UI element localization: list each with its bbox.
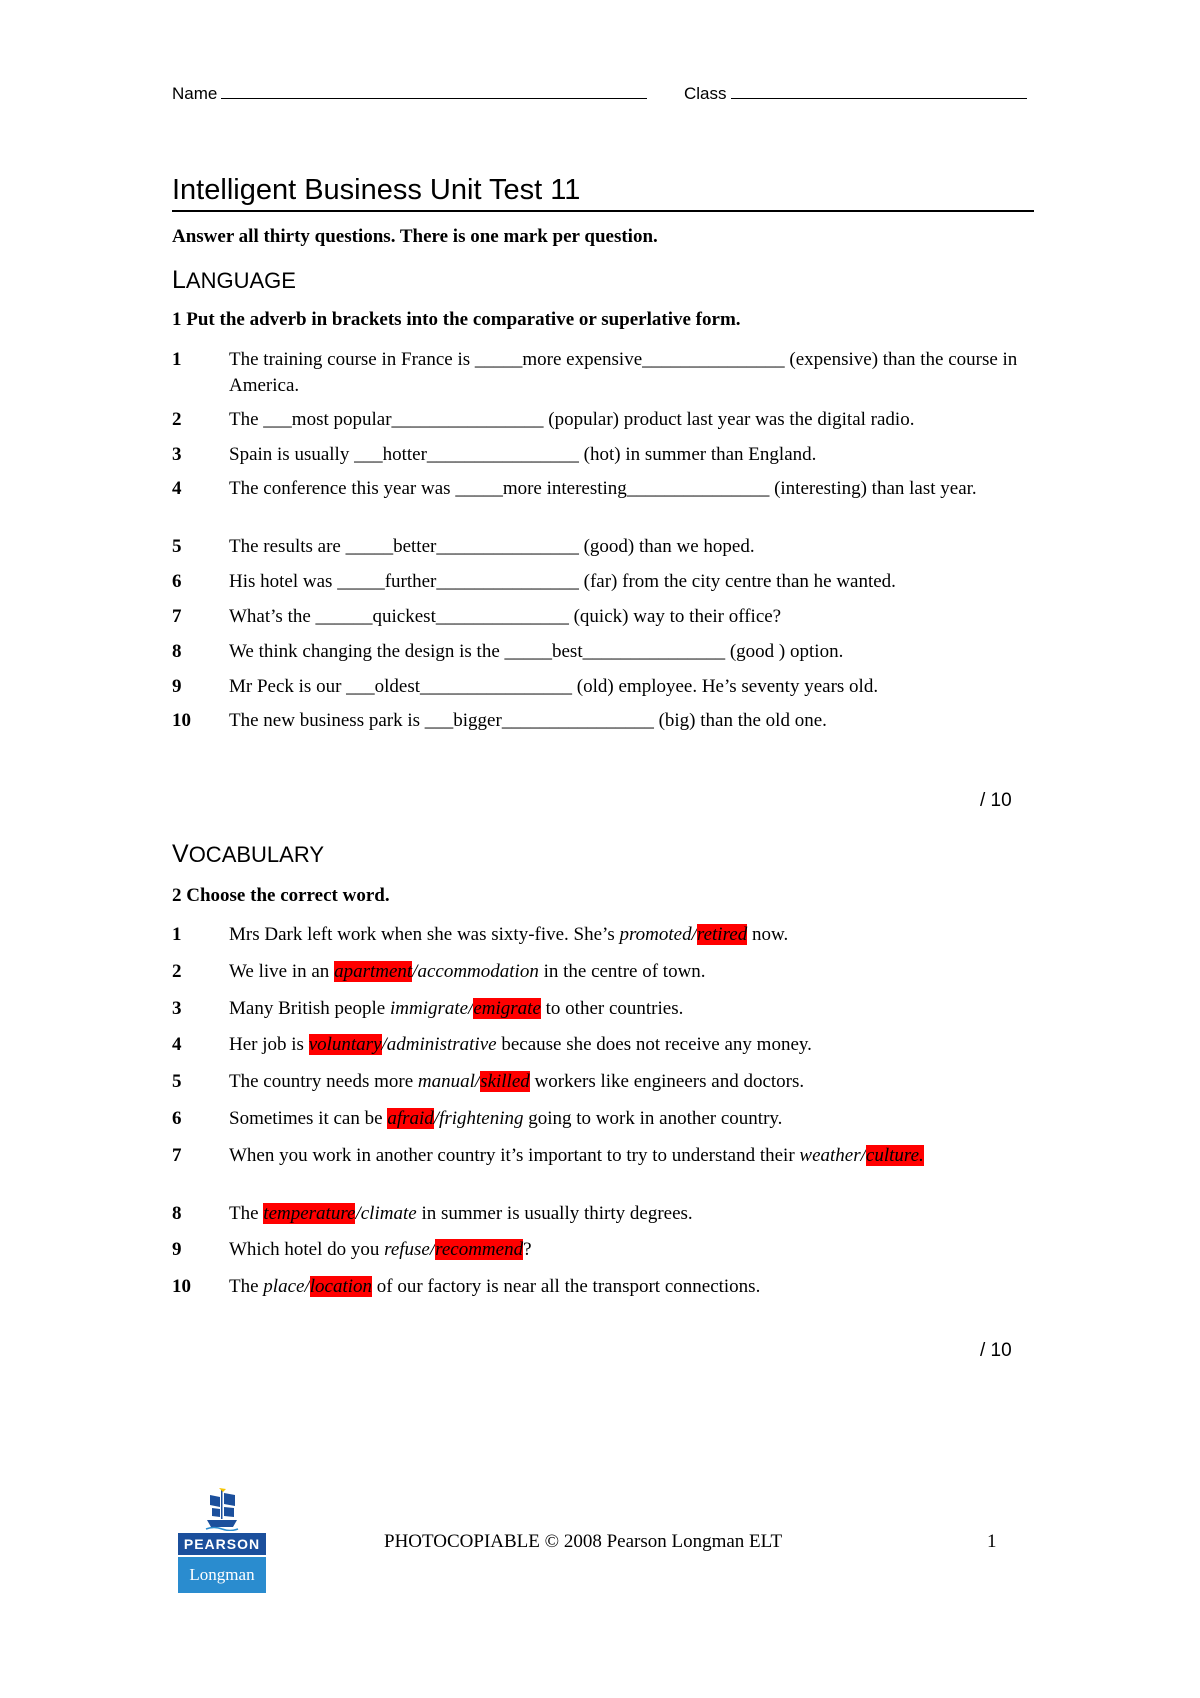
vocabulary-instruction: 2 Choose the correct word. bbox=[172, 885, 390, 906]
question-text-after: because she does not receive any money. bbox=[496, 1034, 812, 1055]
question-number: 2 bbox=[172, 409, 182, 430]
question-text-before: Mrs Dark left work when she was sixty-five. She’s bbox=[229, 924, 620, 945]
question-number: 7 bbox=[172, 1145, 182, 1166]
question-text-after: (old) employee. He’s seventy years old. bbox=[572, 676, 879, 697]
option-separator: / bbox=[860, 1145, 866, 1166]
question-text-before: Sometimes it can be bbox=[229, 1108, 388, 1129]
answer-blank: ________________ bbox=[420, 676, 573, 697]
question-number: 8 bbox=[172, 1203, 182, 1224]
word-option-1: weather bbox=[799, 1145, 861, 1166]
word-option-2: administrative bbox=[386, 1034, 497, 1055]
vocabulary-question bbox=[172, 1237, 949, 1263]
question-text-after: (expensive) than the course in America. bbox=[229, 349, 1018, 396]
language-question bbox=[172, 442, 1051, 468]
language-heading-rest: ANGUAGE bbox=[185, 268, 296, 293]
word-option-2: emigrate bbox=[473, 998, 541, 1019]
answer-text: better bbox=[393, 536, 437, 557]
vocabulary-heading bbox=[172, 840, 324, 869]
question-text-after: going to work in another country. bbox=[523, 1108, 783, 1129]
word-option-1: place bbox=[263, 1276, 305, 1297]
option-separator: / bbox=[429, 1239, 436, 1260]
copyright-footer: PHOTOCOPIABLE © 2008 Pearson Longman ELT bbox=[384, 1531, 783, 1552]
answer-blank: ___ bbox=[346, 676, 375, 697]
name-line bbox=[221, 84, 647, 99]
question-number: 8 bbox=[172, 641, 182, 662]
answer-text: further bbox=[384, 571, 437, 592]
answer-blank: ________________ bbox=[426, 444, 579, 465]
answer-blank: _______________ bbox=[436, 571, 579, 592]
question-text-before: Mr Peck is our bbox=[229, 676, 347, 697]
question-text-before: The bbox=[229, 1276, 264, 1297]
answer-text: hotter bbox=[382, 444, 427, 465]
word-option-2: accommodation bbox=[417, 961, 539, 982]
question-text-after: (good ) option. bbox=[725, 641, 844, 662]
question-text-after: (interesting) than last year. bbox=[769, 478, 977, 499]
vocabulary-question bbox=[172, 1069, 949, 1095]
question-text-after: (quick) way to their office? bbox=[568, 606, 782, 627]
answer-blank: _____ bbox=[474, 349, 523, 370]
question-text-after: to other countries. bbox=[540, 998, 684, 1019]
option-separator: / bbox=[691, 924, 697, 945]
answer-text: most popular bbox=[291, 409, 392, 430]
word-option-1: promoted bbox=[619, 924, 692, 945]
question-number: 10 bbox=[172, 1276, 191, 1297]
vocabulary-question bbox=[172, 996, 949, 1022]
question-text-before: We think changing the design is the bbox=[229, 641, 505, 662]
answer-text: bigger bbox=[453, 710, 502, 731]
word-option-1: temperature bbox=[263, 1203, 356, 1224]
question-number: 9 bbox=[172, 676, 182, 697]
question-number: 10 bbox=[172, 710, 191, 731]
question-number: 3 bbox=[172, 444, 182, 465]
question-number: 7 bbox=[172, 606, 182, 627]
question-text-after: (good) than we hoped. bbox=[578, 536, 755, 557]
answer-blank: _______________ bbox=[436, 536, 579, 557]
language-question bbox=[172, 534, 1051, 560]
word-option-1: afraid bbox=[387, 1108, 434, 1129]
option-separator: / bbox=[468, 998, 474, 1019]
language-heading-initial: L bbox=[172, 266, 186, 294]
question-text-before: The new business park is bbox=[229, 710, 425, 731]
ship-icon bbox=[204, 1487, 240, 1531]
vocabulary-question bbox=[172, 1274, 949, 1300]
answer-blank: ______________ bbox=[435, 606, 569, 627]
language-question bbox=[172, 347, 1051, 399]
question-text-before: Which hotel do you bbox=[229, 1239, 385, 1260]
question-number: 5 bbox=[172, 536, 182, 557]
language-question bbox=[172, 476, 994, 502]
question-number: 1 bbox=[172, 349, 182, 370]
question-number: 2 bbox=[172, 961, 182, 982]
question-text-after: (popular) product last year was the digital radio. bbox=[543, 409, 915, 430]
subtitle: Answer all thirty questions. There is one mark per question. bbox=[172, 226, 658, 247]
language-question bbox=[172, 708, 1051, 734]
question-number: 6 bbox=[172, 1108, 182, 1129]
word-option-2: recommend bbox=[435, 1239, 524, 1260]
question-number: 9 bbox=[172, 1239, 182, 1260]
question-text-before: The country needs more bbox=[229, 1071, 418, 1092]
vocabulary-score: / 10 bbox=[980, 1340, 1012, 1361]
option-separator: / bbox=[304, 1276, 310, 1297]
pearson-longman-logo bbox=[178, 1487, 266, 1593]
page-title: Intelligent Business Unit Test 11 bbox=[172, 172, 1034, 212]
question-text-after: in summer is usually thirty degrees. bbox=[416, 1203, 693, 1224]
question-text-before: The bbox=[229, 1203, 264, 1224]
answer-text: more expensive bbox=[522, 349, 643, 370]
question-text-after: ? bbox=[523, 1239, 532, 1260]
language-question bbox=[172, 569, 1051, 595]
question-number: 5 bbox=[172, 1071, 182, 1092]
vocabulary-question bbox=[172, 1032, 949, 1058]
question-text-before: We live in an bbox=[229, 961, 335, 982]
question-text-after: (big) than the old one. bbox=[653, 710, 827, 731]
word-option-2: location bbox=[309, 1276, 373, 1297]
question-text-before: The results are bbox=[229, 536, 346, 557]
answer-blank: ______ bbox=[315, 606, 373, 627]
option-separator: / bbox=[381, 1034, 387, 1055]
answer-blank: ________________ bbox=[391, 409, 544, 430]
question-text-after: now. bbox=[747, 924, 789, 945]
language-question bbox=[172, 639, 1051, 665]
name-label: Name bbox=[172, 84, 218, 103]
vocabulary-question bbox=[172, 1106, 949, 1132]
question-text-after: (hot) in summer than England. bbox=[578, 444, 817, 465]
language-instruction: 1 Put the adverb in brackets into the comparative or superlative form. bbox=[172, 309, 741, 330]
question-number: 1 bbox=[172, 924, 182, 945]
answer-blank: _______________ bbox=[582, 641, 726, 662]
logo-longman-text: Longman bbox=[178, 1557, 266, 1593]
question-number: 6 bbox=[172, 571, 182, 592]
question-number: 4 bbox=[172, 1034, 182, 1055]
answer-blank: _____ bbox=[345, 536, 394, 557]
vocabulary-heading-rest: OCABULARY bbox=[188, 842, 324, 867]
word-option-1: voluntary bbox=[308, 1034, 382, 1055]
answer-text: quickest bbox=[372, 606, 436, 627]
vocabulary-question bbox=[172, 922, 949, 948]
word-option-2: frightening bbox=[439, 1108, 524, 1129]
logo-pearson-text: PEARSON bbox=[178, 1533, 266, 1555]
option-separator: / bbox=[474, 1071, 481, 1092]
word-option-1: immigrate bbox=[389, 998, 469, 1019]
language-heading bbox=[172, 266, 296, 295]
vocabulary-question bbox=[172, 1143, 949, 1169]
word-option-2: culture. bbox=[865, 1145, 924, 1166]
answer-blank: _______________ bbox=[642, 349, 785, 370]
class-field bbox=[684, 84, 1027, 104]
answer-text: best bbox=[552, 641, 583, 662]
question-number: 3 bbox=[172, 998, 182, 1019]
language-question bbox=[172, 407, 1051, 433]
word-option-1: refuse bbox=[384, 1239, 430, 1260]
word-option-1: apartment bbox=[334, 961, 413, 982]
option-separator: / bbox=[433, 1108, 440, 1129]
question-text-after: workers like engineers and doctors. bbox=[529, 1071, 805, 1092]
answer-blank: _____ bbox=[337, 571, 385, 592]
answer-blank: _______________ bbox=[626, 478, 770, 499]
answer-blank: _____ bbox=[455, 478, 503, 499]
class-label: Class bbox=[684, 84, 727, 103]
question-text-before: Her job is bbox=[229, 1034, 309, 1055]
word-option-2: retired bbox=[696, 924, 748, 945]
answer-blank: ________________ bbox=[501, 710, 654, 731]
question-text-after: of our factory is near all the transport connections. bbox=[372, 1276, 761, 1297]
question-text-before: Many British people bbox=[229, 998, 390, 1019]
option-separator: / bbox=[355, 1203, 361, 1224]
answer-blank: _____ bbox=[504, 641, 552, 662]
vocabulary-question bbox=[172, 959, 949, 985]
question-text-before: His hotel was bbox=[229, 571, 338, 592]
question-text-after: in the centre of town. bbox=[538, 961, 706, 982]
vocabulary-heading-initial: V bbox=[172, 840, 189, 868]
question-number: 4 bbox=[172, 478, 182, 499]
word-option-2: climate bbox=[360, 1203, 417, 1224]
question-text-before: What’s the bbox=[229, 606, 316, 627]
name-field bbox=[172, 84, 647, 104]
question-text-before: The bbox=[229, 409, 264, 430]
class-line bbox=[731, 84, 1027, 99]
answer-blank: ___ bbox=[424, 710, 454, 731]
language-question bbox=[172, 604, 1051, 630]
question-text-before: The conference this year was bbox=[229, 478, 456, 499]
option-separator: / bbox=[412, 961, 418, 982]
question-text-before: When you work in another country it’s important to try to understand their bbox=[229, 1145, 800, 1166]
language-question bbox=[172, 674, 1051, 700]
word-option-2: skilled bbox=[480, 1071, 530, 1092]
question-text-before: Spain is usually bbox=[229, 444, 355, 465]
answer-blank: ___ bbox=[354, 444, 383, 465]
answer-text: more interesting bbox=[502, 478, 627, 499]
page-number: 1 bbox=[987, 1531, 997, 1552]
question-text-after: (far) from the city centre than he wanted. bbox=[578, 571, 896, 592]
answer-text: oldest bbox=[374, 676, 421, 697]
vocabulary-question bbox=[172, 1201, 949, 1227]
answer-blank: ___ bbox=[263, 409, 292, 430]
question-text-before: The training course in France is bbox=[229, 349, 475, 370]
language-score: / 10 bbox=[980, 790, 1012, 811]
word-option-1: manual bbox=[417, 1071, 475, 1092]
